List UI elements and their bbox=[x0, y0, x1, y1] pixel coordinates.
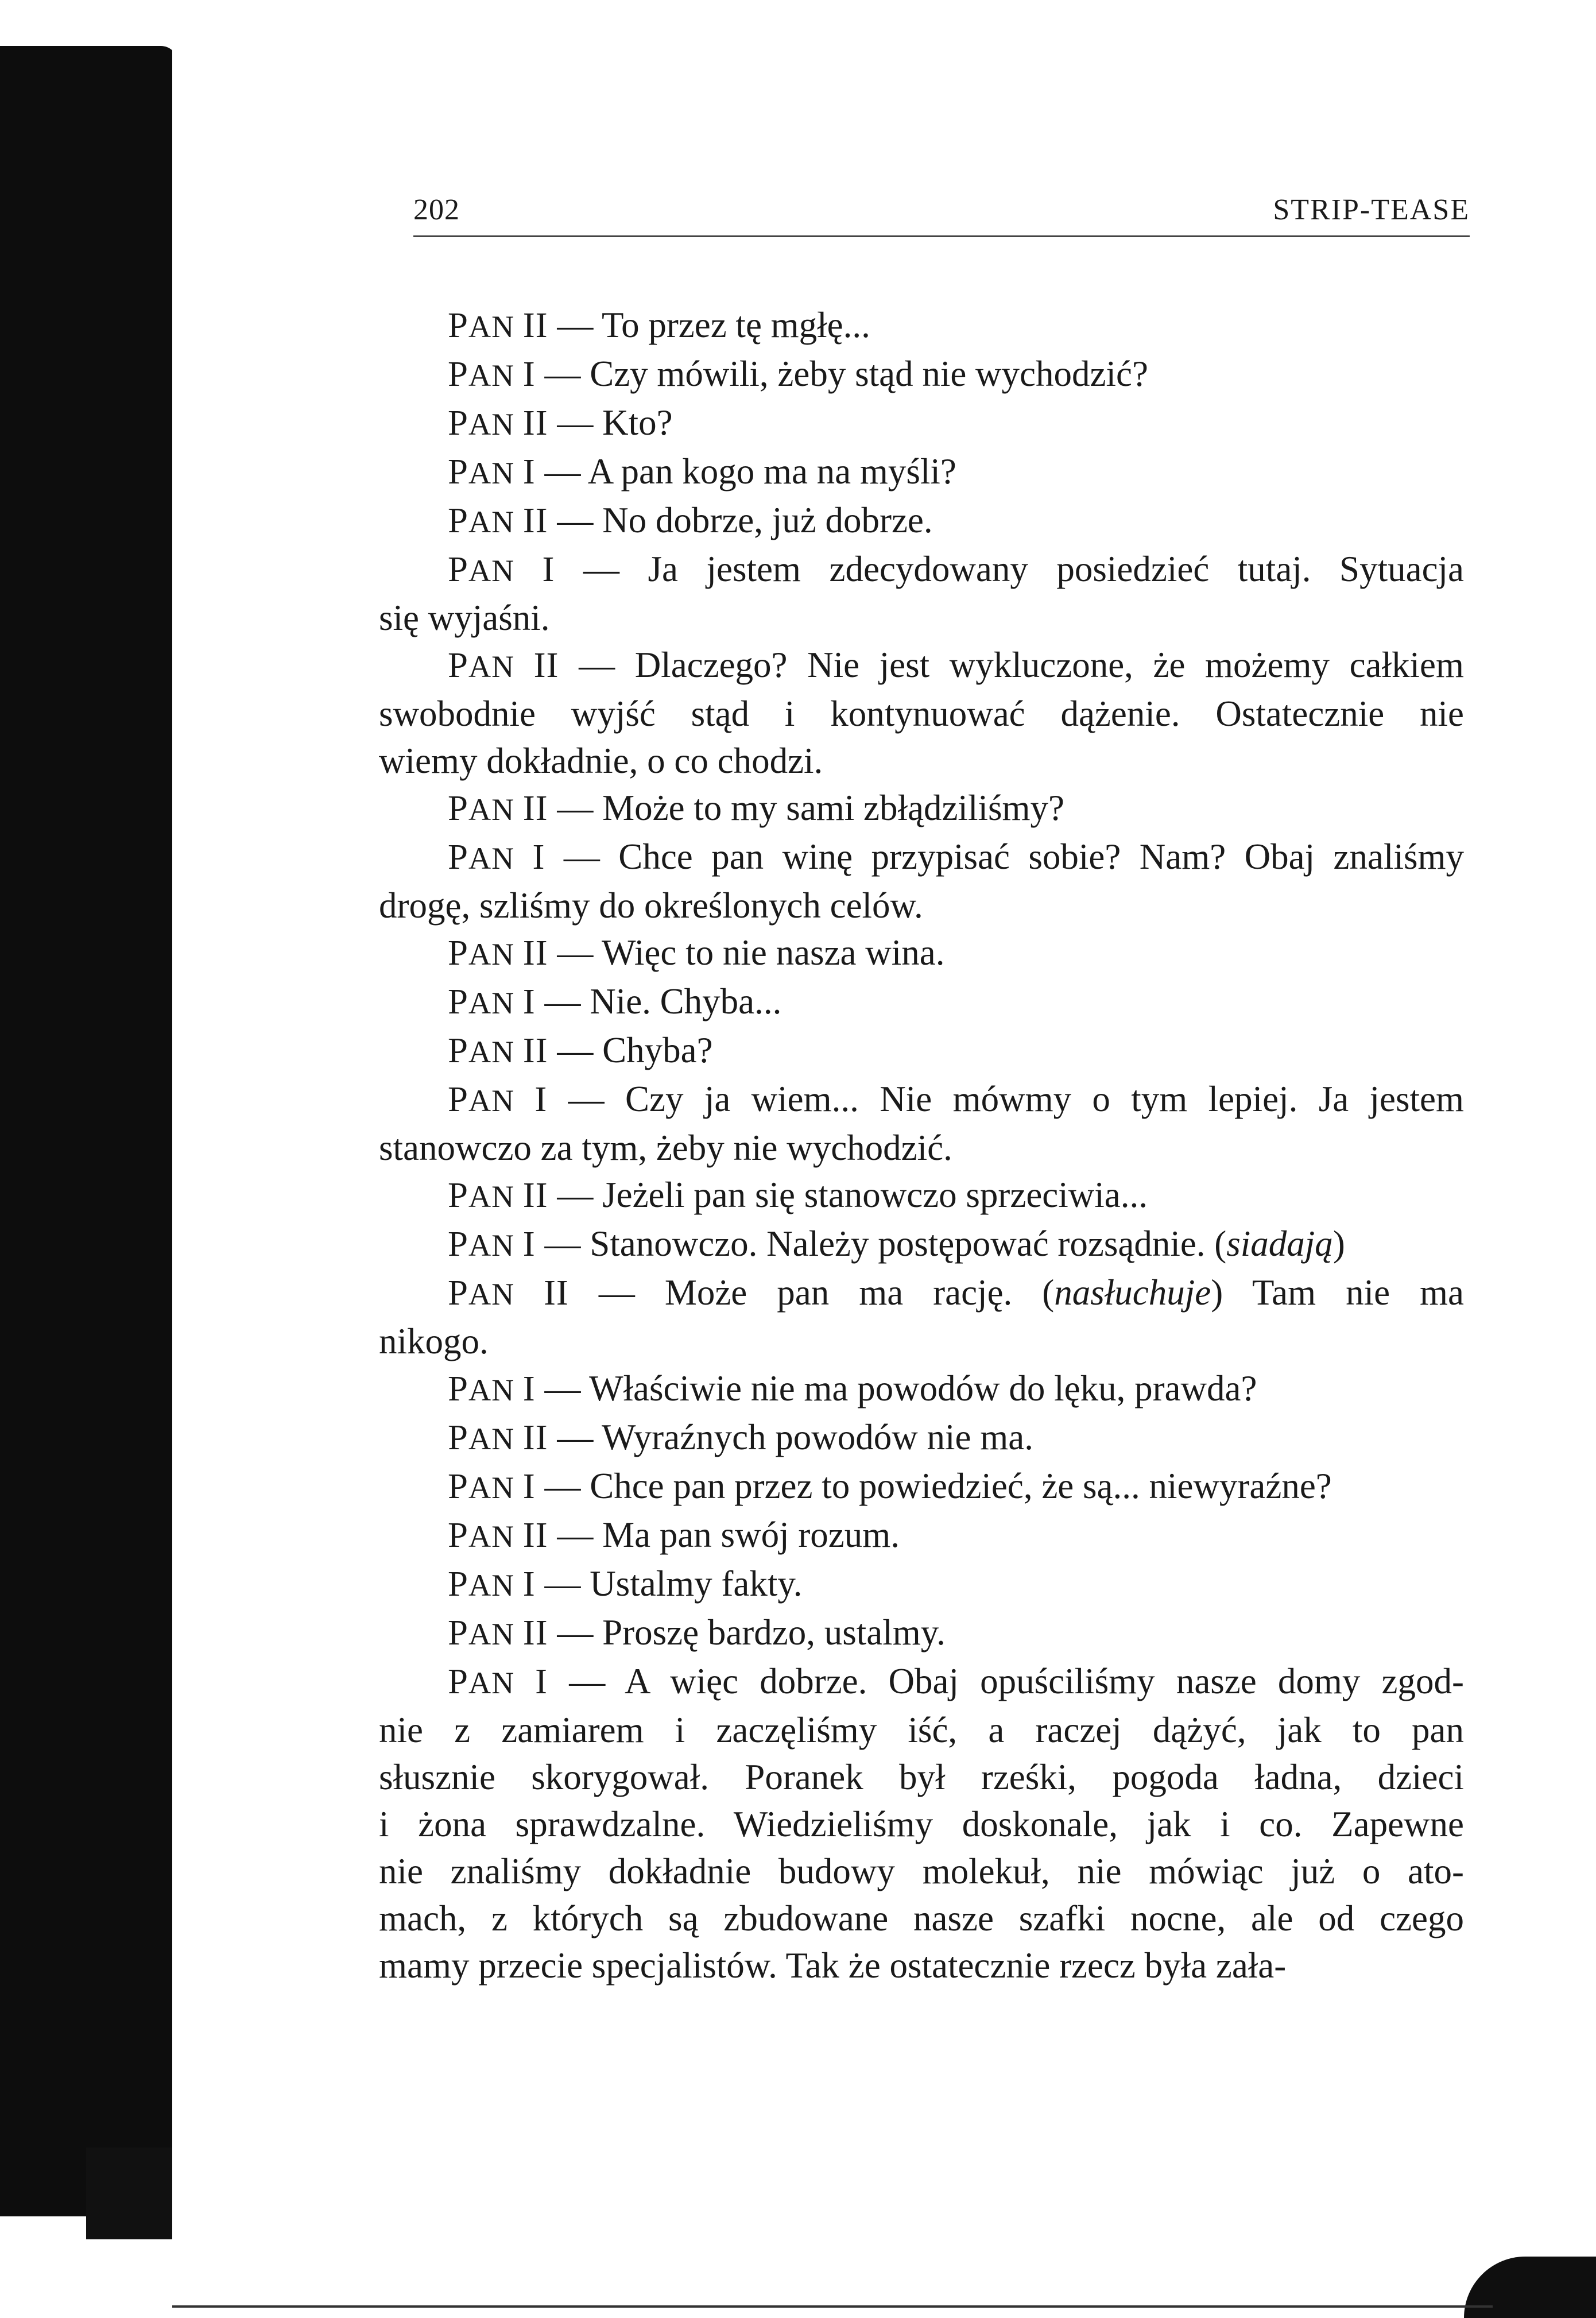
speaker-name: PAN I bbox=[448, 1368, 536, 1408]
line-text: Wyraźnych powodów nie ma. bbox=[601, 1417, 1033, 1457]
line-text: się wyjaśni. bbox=[379, 598, 550, 638]
line-text: nie z zamiarem i zaczęliśmy iść, a raczej dążyć, jak to pan bbox=[379, 1710, 1464, 1750]
speaker-name: PAN I bbox=[448, 1224, 536, 1264]
speaker-name: PAN II bbox=[448, 1030, 548, 1070]
dash: — bbox=[548, 1515, 603, 1555]
line-text: drogę, szliśmy do określonych celów. bbox=[379, 885, 923, 926]
dash: — bbox=[535, 981, 590, 1021]
dash: — bbox=[535, 354, 590, 394]
line-text: No dobrze, już dobrze. bbox=[602, 500, 933, 540]
line-text: Chyba? bbox=[602, 1030, 713, 1070]
running-header bbox=[413, 189, 1470, 237]
dialogue-line bbox=[379, 1269, 1464, 1318]
continuation-line bbox=[379, 1895, 1464, 1942]
line-text: Może pan ma rację. ( bbox=[664, 1272, 1055, 1313]
dialogue-line bbox=[379, 978, 1464, 1027]
line-text: Ja jestem zdecydowany posiedzieć tutaj. Sytuacja bbox=[648, 549, 1464, 589]
dash: — bbox=[535, 1368, 590, 1408]
dash: — bbox=[548, 1612, 603, 1653]
speaker-name: PAN I bbox=[448, 451, 536, 492]
line-text: A więc dobrze. Obaj opuściliśmy nasze domy zgod- bbox=[624, 1661, 1465, 1701]
dash: — bbox=[548, 788, 603, 828]
dash: — bbox=[548, 1030, 603, 1070]
line-text: Stanowczo. Należy postępować rozsądnie. ( bbox=[590, 1224, 1227, 1264]
line-text: Ustalmy fakty. bbox=[590, 1564, 803, 1604]
speaker-name: PAN II bbox=[448, 932, 548, 973]
dash: — bbox=[548, 932, 602, 973]
line-text: swobodnie wyjść stąd i kontynuować dążenie. Ostatecznie nie bbox=[379, 694, 1464, 734]
dialogue-line bbox=[379, 1414, 1464, 1462]
line-text: Dlaczego? Nie jest wykluczone, że możemy całkiem bbox=[634, 645, 1464, 685]
continuation-line bbox=[379, 882, 1464, 929]
line-text: A pan kogo ma na myśli? bbox=[587, 451, 956, 492]
continuation-line bbox=[379, 1318, 1464, 1365]
dash: — bbox=[555, 549, 648, 589]
speaker-name: PAN II bbox=[448, 1272, 569, 1313]
dialogue-line bbox=[379, 497, 1464, 545]
dash: — bbox=[548, 1417, 602, 1457]
continuation-line bbox=[379, 594, 1464, 641]
speaker-name: PAN II bbox=[448, 1515, 548, 1555]
book-spine-shadow bbox=[0, 0, 172, 2318]
line-text: i żona sprawdzalne. Wiedzieliśmy doskonale, jak i co. Zapewne bbox=[379, 1804, 1464, 1844]
dash: — bbox=[547, 1079, 626, 1119]
dash: — bbox=[535, 451, 588, 492]
dialogue-line bbox=[379, 1560, 1464, 1609]
dialogue-text bbox=[379, 301, 1464, 1989]
dash: — bbox=[559, 645, 635, 685]
speaker-name: PAN I bbox=[448, 1466, 536, 1506]
speaker-name: PAN II bbox=[448, 403, 548, 443]
line-text: stanowczo za tym, żeby nie wychodzić. bbox=[379, 1128, 952, 1168]
dialogue-line bbox=[379, 641, 1464, 690]
dash: — bbox=[545, 837, 619, 877]
dash: — bbox=[548, 305, 602, 345]
page-number: 202 bbox=[413, 194, 460, 226]
speaker-name: PAN I bbox=[448, 549, 555, 589]
line-text: Proszę bardzo, ustalmy. bbox=[602, 1612, 946, 1653]
line-text: Jeżeli pan się stanowczo sprzeciwia... bbox=[602, 1175, 1148, 1215]
dialogue-line bbox=[379, 301, 1464, 350]
speaker-name: PAN II bbox=[448, 1612, 548, 1653]
dash: — bbox=[535, 1564, 590, 1604]
continuation-line bbox=[379, 690, 1464, 737]
line-text: ) Tam nie ma bbox=[1211, 1272, 1464, 1313]
dash: — bbox=[548, 1661, 625, 1701]
dialogue-line bbox=[379, 1511, 1464, 1560]
dash: — bbox=[548, 403, 603, 443]
speaker-name: PAN II bbox=[448, 645, 559, 685]
dialogue-line bbox=[379, 833, 1464, 882]
speaker-name: PAN II bbox=[448, 500, 548, 540]
speaker-name: PAN I bbox=[448, 1661, 548, 1701]
line-text: słusznie skorygował. Poranek był rześki, pogoda ładna, dzieci bbox=[379, 1757, 1464, 1797]
dialogue-line bbox=[379, 1658, 1464, 1706]
continuation-line bbox=[379, 1706, 1464, 1754]
speaker-name: PAN I bbox=[448, 837, 545, 877]
continuation-line bbox=[379, 1124, 1464, 1171]
line-text: Nie. Chyba... bbox=[590, 981, 782, 1021]
stage-direction: nasłuchuje bbox=[1054, 1272, 1211, 1313]
line-text: Może to my sami zbłądziliśmy? bbox=[602, 788, 1064, 828]
speaker-name: PAN I bbox=[448, 354, 536, 394]
line-text: nie znaliśmy dokładnie budowy molekuł, nie mówiąc już o ato- bbox=[379, 1851, 1464, 1891]
dialogue-line bbox=[379, 784, 1464, 833]
line-text: Ma pan swój rozum. bbox=[602, 1515, 900, 1555]
dialogue-line bbox=[379, 350, 1464, 399]
speaker-name: PAN II bbox=[448, 1417, 548, 1457]
dialogue-line bbox=[379, 929, 1464, 978]
speaker-name: PAN II bbox=[448, 788, 548, 828]
dash: — bbox=[535, 1466, 590, 1506]
continuation-line bbox=[379, 737, 1464, 784]
dialogue-line bbox=[379, 1027, 1464, 1075]
dash: — bbox=[568, 1272, 665, 1313]
line-text: Chce pan przez to powiedzieć, że są... niewyraźne? bbox=[590, 1466, 1332, 1506]
continuation-line bbox=[379, 1801, 1464, 1848]
dialogue-line bbox=[379, 1609, 1464, 1658]
page-corner-shadow bbox=[1464, 2257, 1596, 2318]
line-text: Kto? bbox=[602, 403, 673, 443]
line-text: ) bbox=[1332, 1224, 1345, 1264]
line-text: mach, z których są zbudowane nasze szafki nocne, ale od czego bbox=[379, 1898, 1464, 1938]
dash: — bbox=[548, 500, 603, 540]
line-text: To przez tę mgłę... bbox=[601, 305, 870, 345]
bottom-edge bbox=[172, 2305, 1493, 2308]
dialogue-line bbox=[379, 1462, 1464, 1511]
continuation-line bbox=[379, 1848, 1464, 1895]
line-text: Czy mówili, żeby stąd nie wychodzić? bbox=[590, 354, 1148, 394]
line-text: Chce pan winę przypisać sobie? Nam? Obaj znaliśmy bbox=[618, 837, 1464, 877]
speaker-name: PAN I bbox=[448, 1564, 536, 1604]
dialogue-line bbox=[379, 1220, 1464, 1269]
speaker-name: PAN II bbox=[448, 1175, 548, 1215]
dialogue-line bbox=[379, 1075, 1464, 1124]
dash: — bbox=[548, 1175, 603, 1215]
dialogue-line bbox=[379, 399, 1464, 448]
speaker-name: PAN I bbox=[448, 1079, 548, 1119]
dialogue-line bbox=[379, 1365, 1464, 1414]
continuation-line bbox=[379, 1942, 1464, 1989]
dialogue-line bbox=[379, 545, 1464, 594]
line-text: mamy przecie specjalistów. Tak że ostatecznie rzecz była zała- bbox=[379, 1945, 1287, 1986]
line-text: Właściwie nie ma powodów do lęku, prawda? bbox=[589, 1368, 1257, 1408]
line-text: Więc to nie nasza wina. bbox=[601, 932, 945, 973]
dash: — bbox=[535, 1224, 590, 1264]
speaker-name: PAN I bbox=[448, 981, 536, 1021]
line-text: nikogo. bbox=[379, 1321, 489, 1361]
line-text: Czy ja wiem... Nie mówmy o tym lepiej. Ja jestem bbox=[625, 1079, 1464, 1119]
stage-direction: siadają bbox=[1226, 1224, 1333, 1264]
line-text: wiemy dokładnie, o co chodzi. bbox=[379, 741, 823, 781]
dialogue-line bbox=[379, 448, 1464, 497]
speaker-name: PAN II bbox=[448, 305, 548, 345]
running-title: STRIP-TEASE bbox=[1273, 194, 1470, 226]
dialogue-line bbox=[379, 1171, 1464, 1220]
continuation-line bbox=[379, 1754, 1464, 1801]
